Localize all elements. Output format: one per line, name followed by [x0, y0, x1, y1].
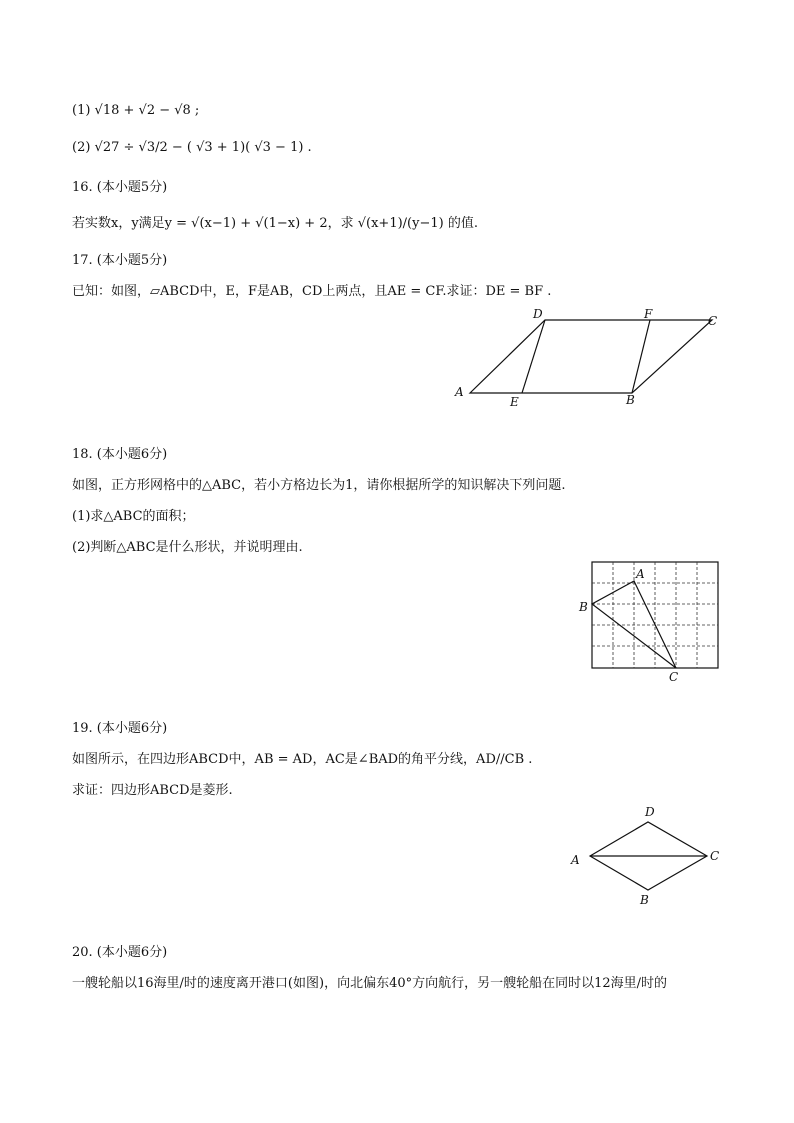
- q20-text: 一艘轮船以16海里/时的速度离开港口(如图)，向北偏东40°方向航行，另一艘轮船在同时以12海里/时的: [72, 976, 668, 991]
- q18-heading: 18. (本小题6分): [72, 447, 168, 462]
- q16-text: 若实数x，y满足y = √(x−1) + √(1−x) + 2，求 √(x+1)/(y−1) 的值.: [72, 216, 478, 231]
- q18-part2: (2)判断△ABC是什么形状，并说明理由.: [72, 540, 303, 555]
- label-C: C: [708, 314, 718, 328]
- q20-heading: 20. (本小题6分): [72, 945, 168, 960]
- label-B: B: [640, 893, 649, 907]
- q19-text2: 求证：四边形ABCD是菱形.: [72, 783, 233, 798]
- q19-heading: 19. (本小题6分): [72, 721, 168, 736]
- label-E: E: [510, 395, 519, 409]
- label-F: F: [644, 307, 653, 321]
- q19-text: 如图所示，在四边形ABCD中，AB = AD，AC是∠BAD的角平分线，AD//CB .: [72, 752, 533, 767]
- q17-text: 已知：如图，▱ABCD中，E，F是AB，CD上两点，且AE = CF.求证：DE = BF .: [72, 284, 552, 299]
- rhombus-figure: [565, 800, 725, 915]
- label-D: D: [645, 805, 655, 819]
- q18-part1: (1)求△ABC的面积；: [72, 509, 195, 524]
- line-1: (1) √18 + √2 − √8 ;: [72, 103, 200, 118]
- q17-heading: 17. (本小题5分): [72, 253, 168, 268]
- label-D: D: [533, 307, 543, 321]
- grid-triangle-figure: [575, 556, 725, 686]
- label-A: A: [455, 385, 464, 399]
- label-A: A: [571, 853, 580, 867]
- label-C: C: [710, 849, 720, 863]
- label-A: A: [636, 567, 645, 581]
- label-B: B: [626, 393, 635, 407]
- q18-text: 如图，正方形网格中的△ABC，若小方格边长为1，请你根据所学的知识解决下列问题.: [72, 478, 566, 493]
- label-B: B: [579, 600, 588, 614]
- parallelogram-figure: [450, 300, 730, 415]
- line-2: (2) √27 ÷ √3/2 − ( √3 + 1)( √3 − 1) .: [72, 140, 312, 155]
- q16-heading: 16. (本小题5分): [72, 180, 168, 195]
- label-C: C: [669, 670, 679, 684]
